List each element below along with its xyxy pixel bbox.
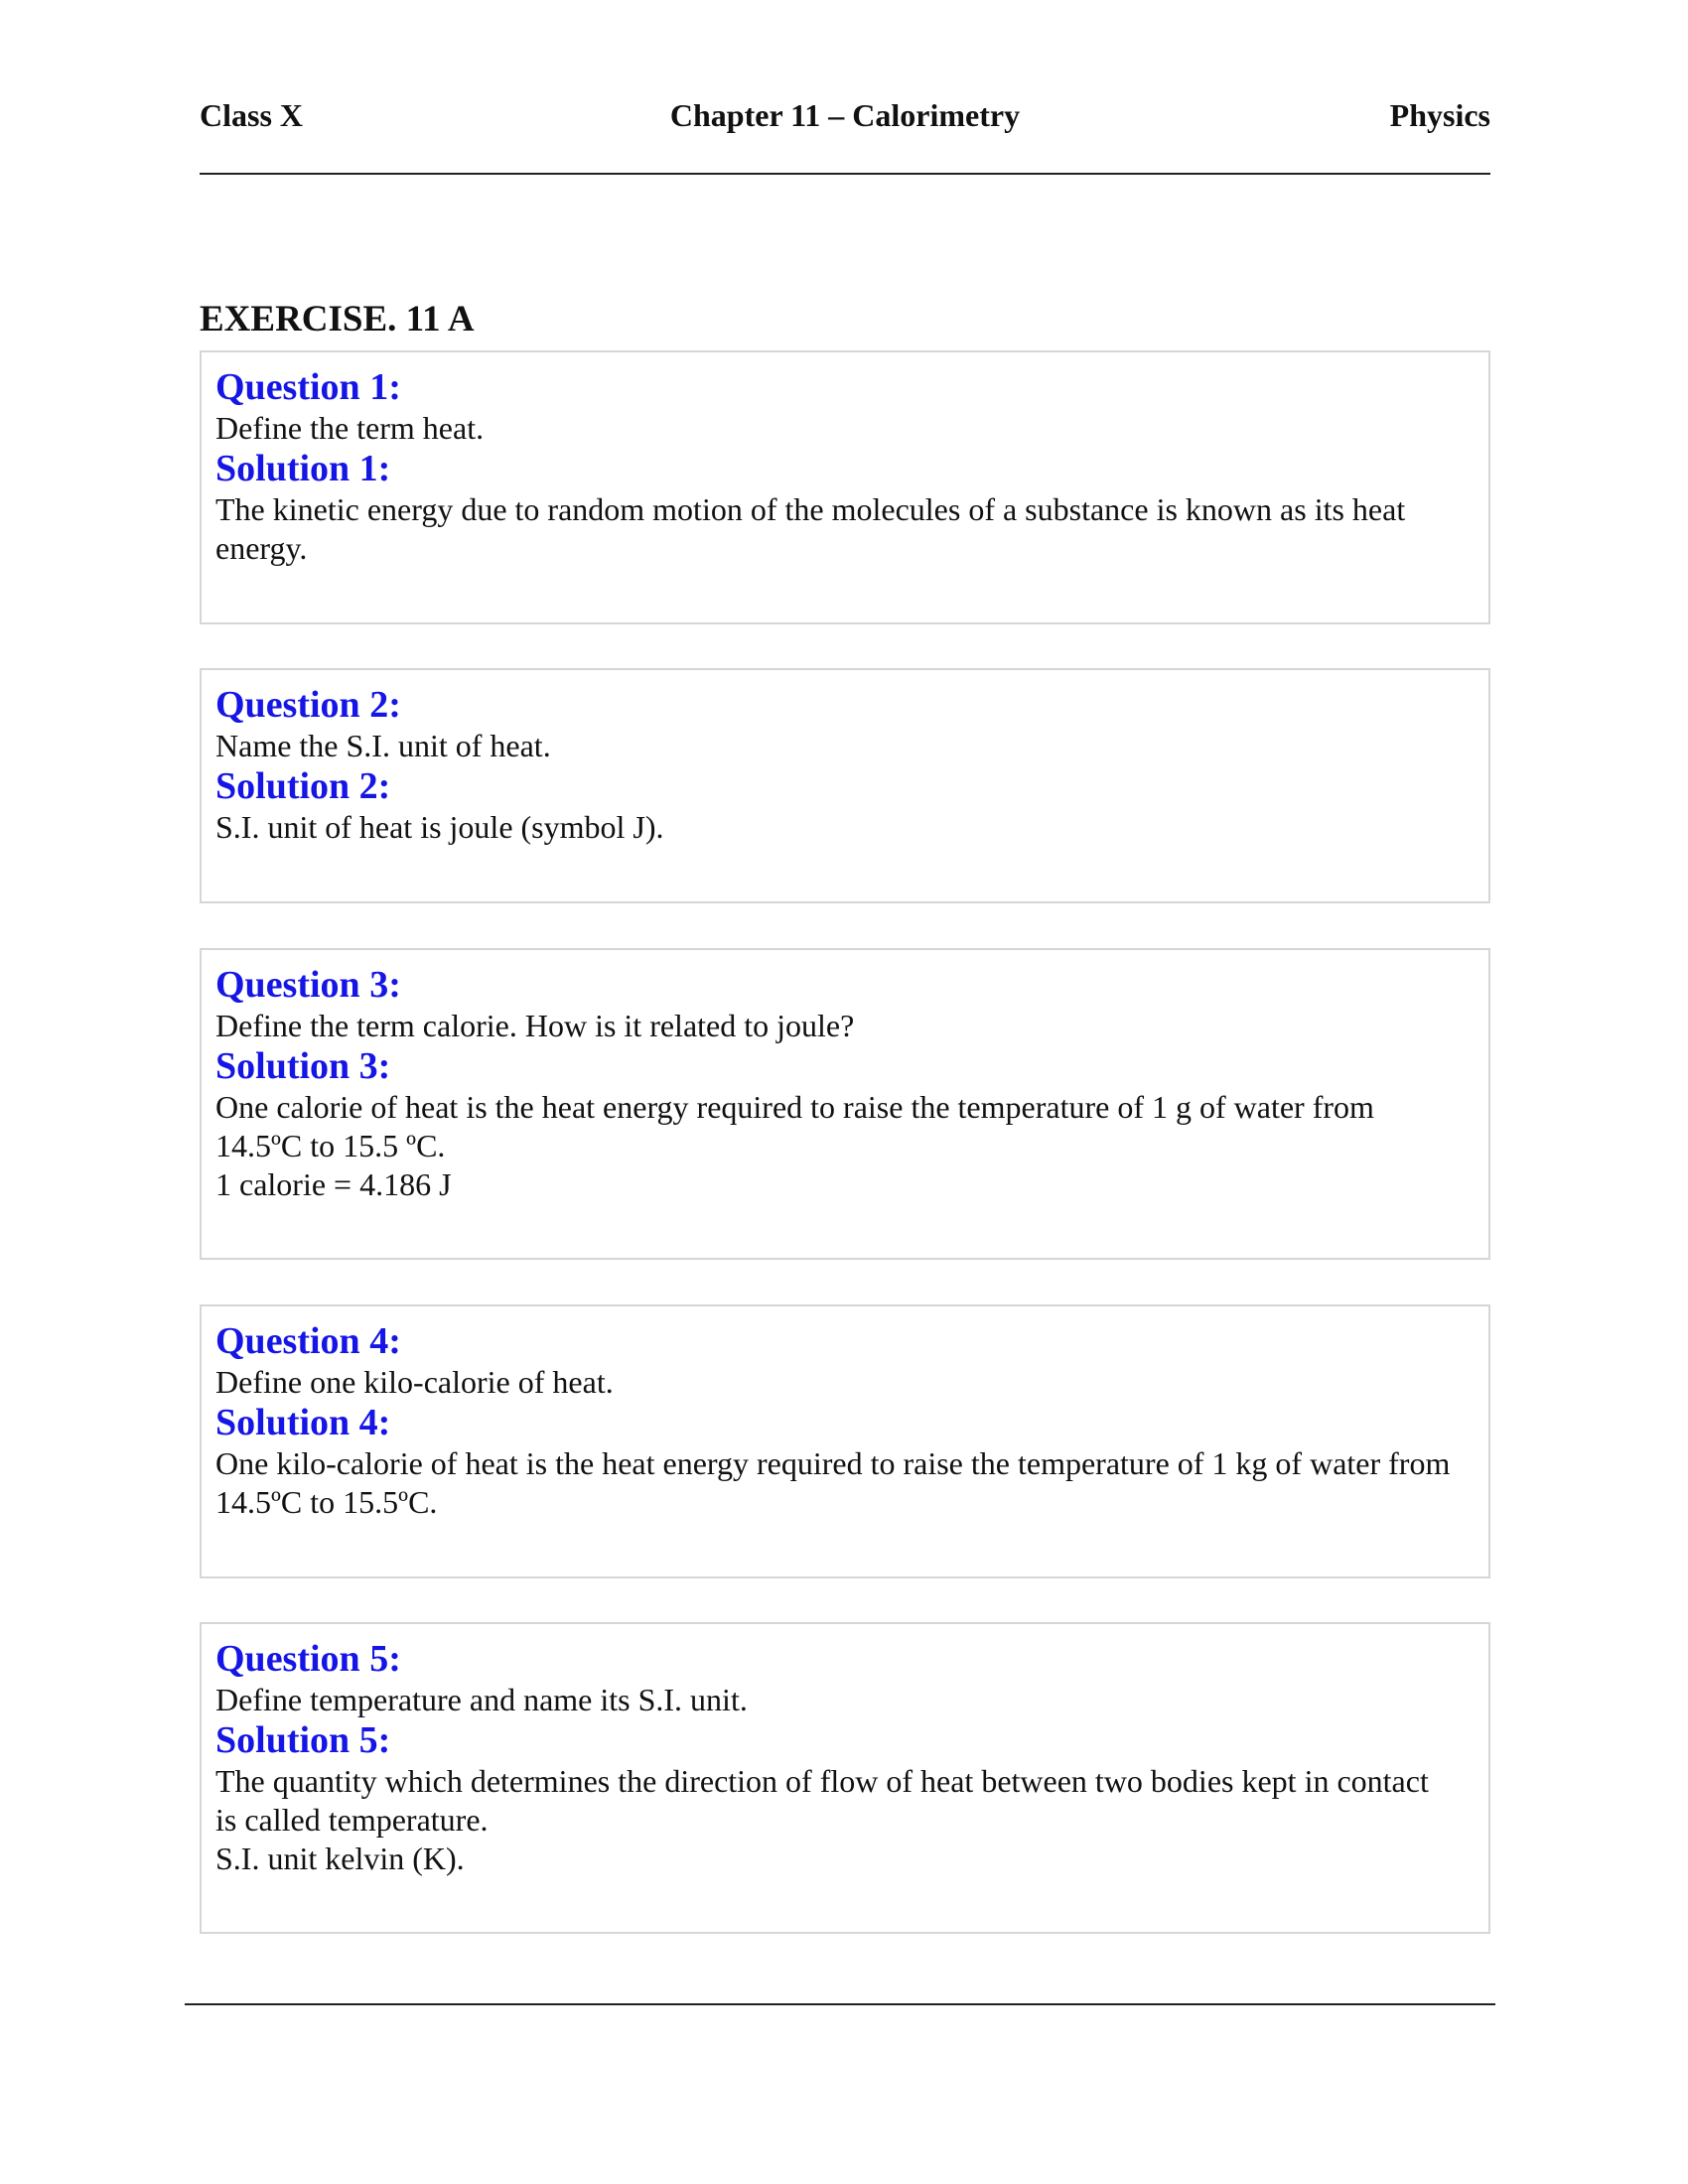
solution-line: energy. [215,530,308,566]
header-chapter: Chapter 11 – Calorimetry [669,97,1021,133]
solution-line: 14.5ºC to 15.5ºC. [215,1484,438,1520]
header-subject: Physics [1389,97,1490,133]
question-label: Question 2: [215,684,401,726]
solution-line: 14.5ºC to 15.5 ºC. [215,1128,446,1163]
question-text: Define temperature and name its S.I. unit. [215,1682,748,1717]
qa-box-4 [200,1304,1490,1578]
question-text: Define the term calorie. How is it related to joule? [215,1008,855,1043]
exercise-title: EXERCISE. 11 A [200,299,475,340]
solution-label: Solution 4: [215,1402,391,1443]
solution-line: The quantity which determines the direction of flow of heat between two bodies kept in contact [215,1763,1429,1799]
solution-line: 1 calorie = 4.186 J [215,1166,452,1202]
qa-box-2 [200,668,1490,903]
solution-label: Solution 5: [215,1719,391,1761]
header-class: Class X [200,97,304,133]
header-divider [200,173,1490,175]
solution-line: S.I. unit kelvin (K). [215,1841,465,1876]
question-label: Question 5: [215,1638,401,1680]
page-header [200,97,1490,147]
solution-line: S.I. unit of heat is joule (symbol J). [215,809,664,845]
solution-line: One calorie of heat is the heat energy required to raise the temperature of 1 g of water from [215,1089,1374,1125]
solution-line: One kilo-calorie of heat is the heat energy required to raise the temperature of 1 kg of water from [215,1445,1451,1481]
qa-box-1 [200,350,1490,624]
question-label: Question 3: [215,964,401,1006]
solution-label: Solution 1: [215,448,391,489]
solution-label: Solution 2: [215,765,391,807]
solution-label: Solution 3: [215,1045,391,1087]
footer-divider [185,2003,1495,2005]
question-label: Question 4: [215,1320,401,1362]
question-label: Question 1: [215,366,401,408]
question-text: Name the S.I. unit of heat. [215,728,551,763]
solution-line: is called temperature. [215,1802,489,1838]
solution-line: The kinetic energy due to random motion of the molecules of a substance is known as its heat [215,491,1406,527]
qa-box-3 [200,948,1490,1260]
question-text: Define the term heat. [215,410,485,446]
qa-box-5 [200,1622,1490,1934]
question-text: Define one kilo-calorie of heat. [215,1364,614,1400]
